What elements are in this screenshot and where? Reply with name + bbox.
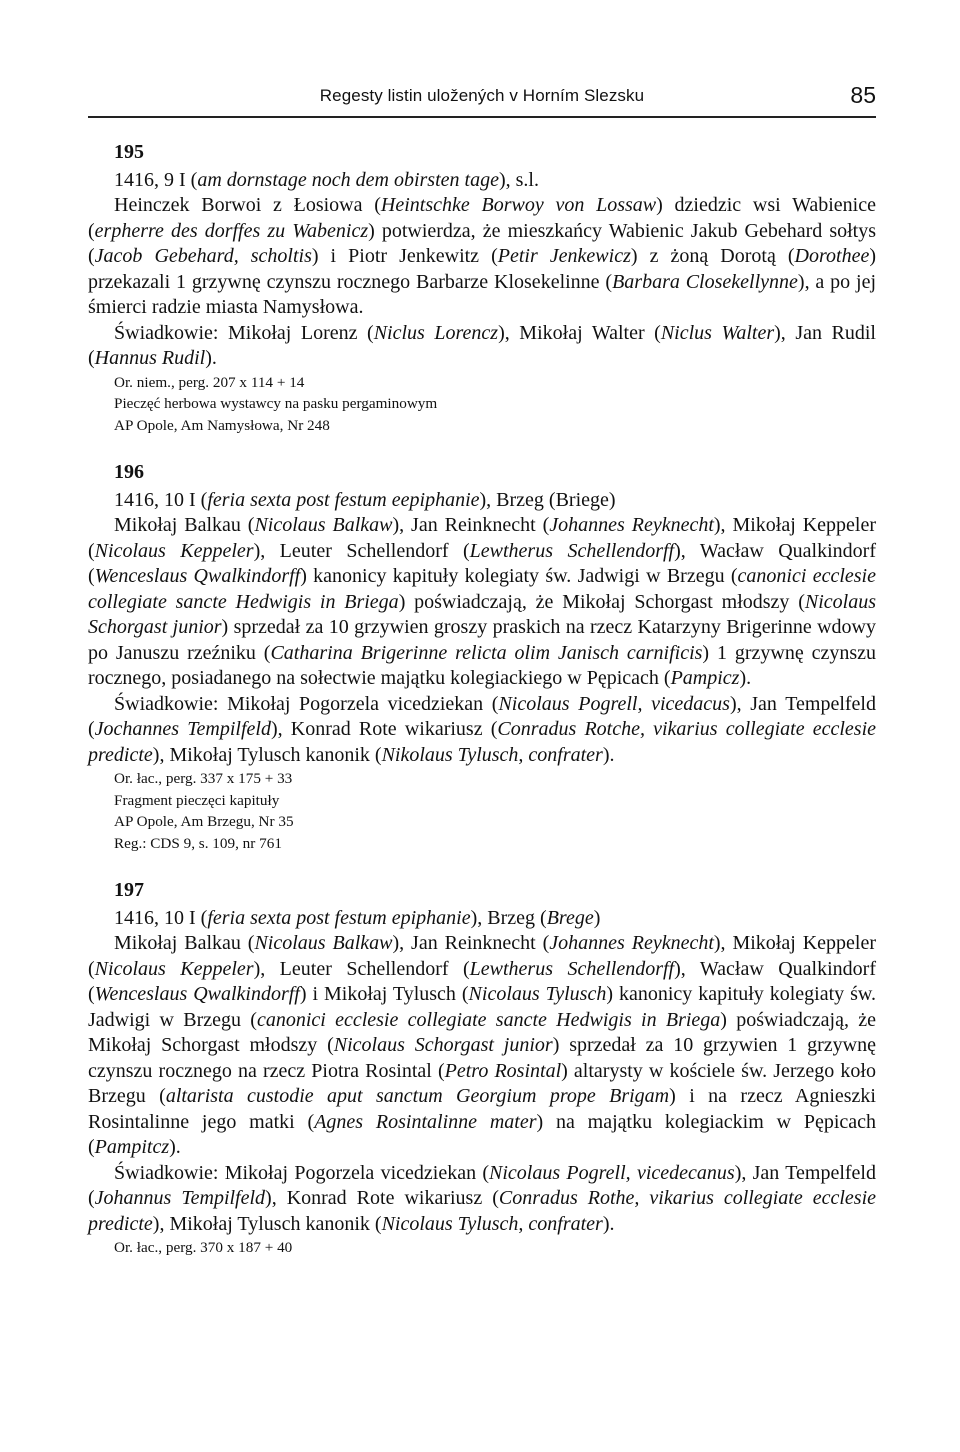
text-run: ) sprzedał za 10 grzywien 1 grzywnę czynszu rocznego na rzecz Piotra Rosintal ( xyxy=(88,1034,876,1082)
text-run: ) i na rzecz Agnieszki Rosintalinne jego matki ( xyxy=(88,1085,876,1133)
regest-entry xyxy=(88,460,876,854)
text-run: ) kanonicy kapituły kolegiaty św. Jadwigi w Brzegu ( xyxy=(88,983,876,1031)
text-run: ), Jan Reinknecht ( xyxy=(392,932,550,954)
entry-summary xyxy=(88,931,876,1161)
text-run: ). xyxy=(205,347,217,369)
italic-run: Heintschke Borwoy von Lossaw xyxy=(380,194,657,216)
italic-run: Conradus Rotche, vikarius collegiate ecclesie predicte xyxy=(88,718,877,766)
running-title: Regesty listin uložených v Horním Slezsku xyxy=(319,86,645,105)
entry-note: Or. łac., perg. 370 x 187 + 40 xyxy=(114,1239,293,1256)
text-run: ) xyxy=(593,906,601,929)
body-text xyxy=(88,140,876,1259)
entry-note: Fragment pieczęci kapituły xyxy=(114,791,280,809)
text-run: 1416, 10 I ( xyxy=(114,906,208,929)
text-run: ), Brzeg ( xyxy=(470,906,547,929)
italic-run: Niclus Lorencz xyxy=(373,321,499,344)
text-run: ), s.l. xyxy=(498,168,539,191)
text-run: ) altarysty w kościele św. Jerzego koło Brzegu ( xyxy=(88,1059,876,1107)
text-run: Świadkowie: Mikołaj Pogorzela vicedziekan ( xyxy=(114,692,499,715)
italic-run: feria sexta post festum epiphanie xyxy=(207,906,471,929)
entry-number: 197 xyxy=(114,879,144,901)
entry-number: 196 xyxy=(114,461,144,483)
entry-date xyxy=(114,488,876,514)
text-run: ), Konrad Rote wikariusz ( xyxy=(265,1187,499,1209)
italic-run: Petro Rosintal xyxy=(444,1059,562,1082)
italic-run: Lewtherus Schellendorff xyxy=(469,539,675,562)
running-head xyxy=(88,84,876,114)
text-run: ) i Mikołaj Tylusch ( xyxy=(299,983,469,1005)
text-run: 1416, 9 I ( xyxy=(114,168,198,191)
entry-date xyxy=(114,906,876,932)
text-run: Świadkowie: Mikołaj Pogorzela vicedziekan ( xyxy=(114,1161,490,1184)
text-run: ) potwierdza, że mieszkańcy Wabienic Jakub Gebehard sołtys ( xyxy=(88,219,876,267)
text-run: ), Jan Tempelfeld ( xyxy=(88,1161,876,1209)
italic-run: Nikolaus Tylusch, confrater xyxy=(381,743,603,766)
text-run: ). xyxy=(602,743,615,766)
italic-run: Niclus Walter xyxy=(660,321,775,344)
text-run: ) sprzedał za 10 grzywien groszy praskich na rzecz Katarzyny Brigerinne wdowy po Januszu rzeźniku ( xyxy=(88,616,876,664)
italic-run: Pampicz xyxy=(670,667,740,689)
text-run: ). xyxy=(739,667,752,689)
italic-run: Nicolaus Balkaw xyxy=(254,932,393,954)
italic-run: Hannus Rudil xyxy=(94,347,206,369)
italic-run: erpherre des dorffes zu Wabenicz xyxy=(94,219,369,242)
text-run: ), Jan Reinknecht ( xyxy=(392,514,550,536)
text-run: ). xyxy=(169,1136,181,1158)
italic-run: feria sexta post festum eepiphanie xyxy=(207,488,480,511)
text-run: ), a po jej śmierci radzie miasta Namysłowa. xyxy=(88,270,877,318)
text-run: ) przekazali 1 grzywnę czynszu rocznego Barbarze Klosekelinne ( xyxy=(88,245,876,293)
entry-note: Pieczęć herbowa wystawcy na pasku pergaminowym xyxy=(114,395,438,412)
entry-note: Or. łac., perg. 337 x 175 + 33 xyxy=(114,770,293,787)
text-run: ) poświadczają, że Mikołaj Schorgast młodszy ( xyxy=(88,1008,877,1056)
italic-run: Barbara Closekellynne xyxy=(612,270,798,293)
italic-run: Johannes Reyknecht xyxy=(549,514,714,536)
text-run: ), Brzeg (Briege) xyxy=(479,488,616,511)
text-run: ), Mikołaj Walter ( xyxy=(498,321,661,344)
italic-run: Nicolaus Tylusch, confrater xyxy=(381,1212,603,1235)
text-run: Świadkowie: Mikołaj Lorenz ( xyxy=(114,321,374,344)
italic-run: Nicolaus Pogrell, vicedecanus xyxy=(489,1161,735,1184)
italic-run: Nicolaus Schorgast junior xyxy=(88,590,877,638)
text-run: ), Mikołaj Tylusch kanonik ( xyxy=(152,1212,382,1235)
italic-run: Johannus Tempilfeld xyxy=(94,1187,266,1209)
text-run: ) z żoną Dorotą ( xyxy=(630,245,795,267)
entry-date xyxy=(114,168,876,194)
regest-entry xyxy=(88,878,876,1259)
italic-run: Conradus Rothe, vikarius collegiate ecclesie predicte xyxy=(88,1187,876,1235)
entry-note: AP Opole, Am Namysłowa, Nr 248 xyxy=(114,416,330,434)
text-run: 1416, 10 I ( xyxy=(114,488,208,511)
italic-run: Nicolaus Keppeler xyxy=(94,539,254,562)
page-number: 85 xyxy=(850,82,876,108)
text-run: ), Konrad Rote wikariusz ( xyxy=(270,718,498,740)
italic-run: Brege xyxy=(546,906,594,929)
text-run: ) poświadczają, że Mikołaj Schorgast młodszy ( xyxy=(398,590,805,613)
text-run: ), Leuter Schellendorf ( xyxy=(253,539,470,562)
italic-run: Nicolaus Balkaw xyxy=(254,514,393,536)
italic-run: altarista custodie aput sanctum Georgium prope Brigam xyxy=(165,1085,670,1107)
italic-run: canonici ecclesie collegiate sancte Hedwigis in Briega xyxy=(256,1008,721,1031)
entry-witnesses xyxy=(88,1161,876,1238)
italic-run: Nicolaus Pogrell, vicedacus xyxy=(498,692,730,715)
text-run: ), Mikołaj Keppeler ( xyxy=(88,514,876,562)
italic-run: Johannes Reyknecht xyxy=(549,932,714,954)
text-run: Heinczek Borwoi z Łosiowa ( xyxy=(114,194,381,216)
entry-note: Or. niem., perg. 207 x 114 + 14 xyxy=(114,373,305,391)
entry-summary xyxy=(88,193,876,321)
text-run: ), Wacław Qualkindorf ( xyxy=(88,539,876,587)
text-run: ) 1 grzywnę czynszu rocznego, posiadanego na sołectwie majątku kolegiackiego w Pępicach ( xyxy=(88,641,876,689)
italic-run: Wenceslaus Qwalkindorff xyxy=(94,983,300,1005)
entry-note: Reg.: CDS 9, s. 109, nr 761 xyxy=(114,834,282,852)
italic-run: canonici ecclesie collegiate sancte Hedwigis in Briega xyxy=(88,565,876,613)
text-run: ), Wacław Qualkindorf ( xyxy=(88,957,876,1005)
text-run: ) dziedzic wsi Wabienice ( xyxy=(88,194,876,242)
italic-run: Nicolaus Keppeler xyxy=(94,957,254,980)
italic-run: Pampitcz xyxy=(94,1136,170,1158)
italic-run: Jochannes Tempilfeld xyxy=(94,718,271,740)
italic-run: Dorothee xyxy=(794,245,870,267)
entry-note: AP Opole, Am Brzegu, Nr 35 xyxy=(114,813,294,830)
text-run: ), Mikołaj Keppeler ( xyxy=(88,932,876,980)
entry-witnesses xyxy=(88,692,876,769)
header-rule xyxy=(88,116,876,118)
text-run: ), Mikołaj Tylusch kanonik ( xyxy=(152,743,382,766)
entry-summary xyxy=(88,513,876,692)
text-run: ) na majątku kolegiackim w Pępicach ( xyxy=(88,1110,877,1158)
italic-run: Lewtherus Schellendorff xyxy=(469,957,675,980)
text-run: ), Jan Rudil ( xyxy=(88,321,876,369)
italic-run: am dornstage noch dem obirsten tage xyxy=(197,168,499,191)
text-run: ), Jan Tempelfeld ( xyxy=(88,692,876,740)
italic-run: Wenceslaus Qwalkindorff xyxy=(94,565,301,587)
text-run: ). xyxy=(602,1212,615,1235)
italic-run: Jacob Gebehard, scholtis xyxy=(94,245,312,267)
italic-run: Nicolaus Schorgast junior xyxy=(333,1034,553,1056)
entry-witnesses xyxy=(88,321,876,372)
italic-run: Agnes Rosintalinne mater xyxy=(314,1110,537,1133)
italic-run: Catharina Brigerinne relicta olim Janisch carnificis xyxy=(270,641,703,664)
entry-number: 195 xyxy=(114,141,144,163)
regest-entry xyxy=(88,140,876,436)
text-run: Mikołaj Balkau ( xyxy=(114,514,255,536)
text-run: Mikołaj Balkau ( xyxy=(114,932,255,954)
text-run: ) kanonicy kapituły kolegiaty św. Jadwigi w Brzegu ( xyxy=(300,565,738,587)
text-run: ), Leuter Schellendorf ( xyxy=(253,957,470,980)
italic-run: Nicolaus Tylusch xyxy=(468,983,607,1005)
text-run: ) i Piotr Jenkewitz ( xyxy=(311,245,498,267)
italic-run: Petir Jenkewicz xyxy=(497,245,631,267)
